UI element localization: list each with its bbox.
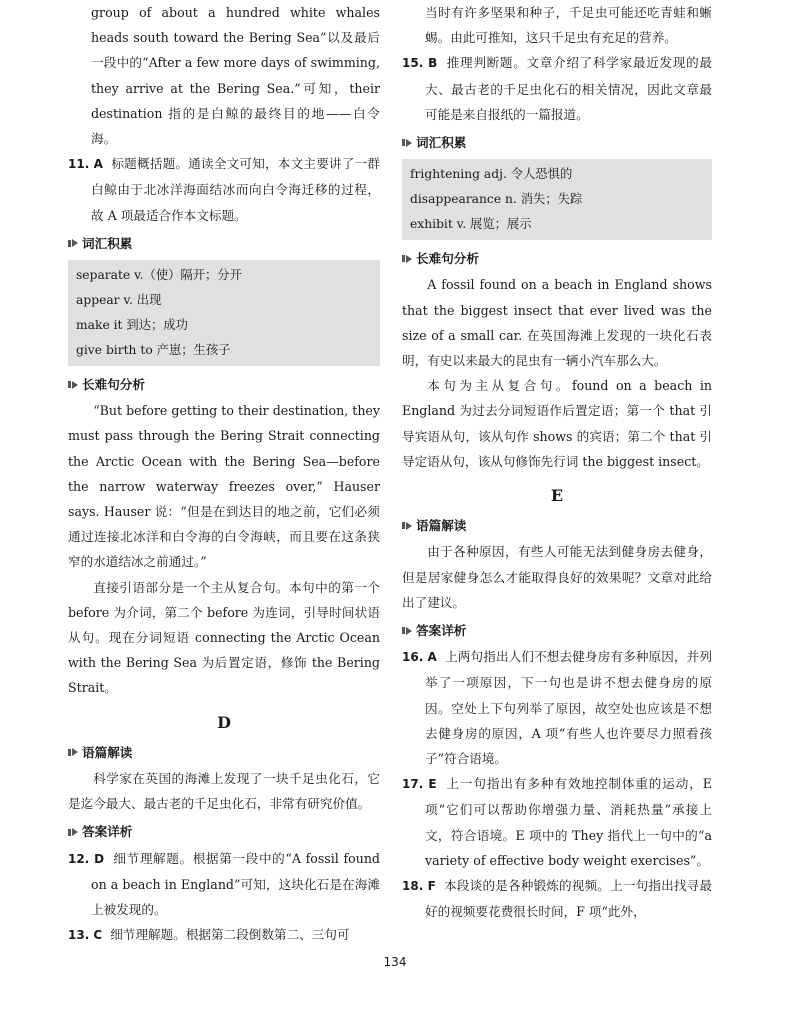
answer-text: 本段谈的是各种锻炼的视频。上一句指出找寻最好的视频要花费很长时间，F 项“此外， [425, 878, 712, 920]
reading-heading [68, 740, 380, 765]
answer-number: 15. B [402, 56, 438, 71]
heading-label: 语篇解读 [416, 518, 467, 534]
answer-item-15 [402, 50, 712, 127]
answer-item-17 [402, 771, 712, 873]
answer-item-11 [68, 151, 380, 228]
analysis-paragraph: 直接引语部分是一个主从复合句。本句中的第一个 before 为介词，第二个 before 为连词，引导时间状语从句。现在分词短语 connecting the Arctic Ocean with the Bering Sea 为后置定语，修饰 the Bering Strait。 [68, 579, 380, 696]
paragraph: group of about a hundred white whales heads south toward the Bering Sea”以及最后一段中的“After a few more days of swimming, they arrive at the Bering Sea.”可知，their destination 指的是白鲸的最终目的地——白令海。 [91, 5, 380, 147]
triangle-icon [72, 748, 78, 756]
vocab-heading [68, 231, 380, 256]
page-number: 134 [383, 955, 407, 969]
heading-label: 长难句分析 [416, 251, 479, 267]
heading-bar-icon [68, 240, 71, 247]
vocab-item: frightening adj. 令人恐惧的 [410, 167, 573, 182]
heading-label: 长难句分析 [82, 377, 145, 393]
answer-item-12 [68, 846, 380, 923]
triangle-icon [406, 255, 412, 263]
vocab-item: appear v. 出现 [76, 293, 162, 308]
heading-bar-icon [68, 749, 71, 756]
answer-text: 推理判断题。文章介绍了科学家最近发现的最大、最古老的千足虫化石的相关情况，因此文章最可能是来自报纸的一篇报道。 [425, 55, 712, 122]
triangle-icon [406, 139, 412, 147]
paragraph: 当时有许多坚果和种子，千足虫可能还吃青蛙和蜥蜴。由此可推知，这只千足虫有充足的营养。 [425, 5, 712, 46]
triangle-icon [72, 381, 78, 389]
left-column [68, 0, 380, 949]
answer-number: 16. A [402, 650, 437, 665]
answers-heading [402, 618, 712, 643]
heading-bar-icon [402, 627, 405, 634]
vocab-item: give birth to 产崽；生孩子 [76, 343, 231, 358]
quote-paragraph: A fossil found on a beach in England shows that the biggest insect that ever lived was the size of a small car. 在英国海滩上发现的一块化石表明，有史以来最大的昆虫有一辆小汽车那么大。 [402, 277, 712, 369]
vocab-item: disappearance n. 消失；失踪 [410, 192, 583, 207]
triangle-icon [72, 828, 78, 836]
answer-text: 细节理解题。根据第二段倒数第二、三句可 [110, 927, 350, 943]
sentence-analysis-heading [402, 246, 712, 271]
answer-item-16 [402, 644, 712, 771]
answer-item-18 [402, 873, 712, 924]
answer-number: 13. C [68, 928, 103, 943]
answer-text: 上两句指出人们不想去健身房有多种原因，并列举了一项原因，下一句也是讲不想去健身房的原因。空处上下句列举了原因，故空处也应该是不想去健身房的原因，A 项“有些人也许要尽力照看孩子”符合语境。 [425, 649, 712, 767]
heading-label: 语篇解读 [82, 744, 133, 760]
answer-number: 17. E [402, 777, 437, 792]
analysis-paragraph: 本句为主从复合句。found on a beach in England 为过去分词短语作后置定语；第一个 that 引导宾语从句，该从句作 shows 的宾语；第二个 that 引导定语从句，该从句修饰先行词 the biggest insect。 [402, 378, 712, 469]
heading-label: 词汇积累 [416, 135, 467, 151]
triangle-icon [72, 239, 78, 247]
vocab-item: make it 到达；成功 [76, 318, 188, 333]
answer-text: 细节理解题。根据第一段中的“A fossil found on a beach in England”可知，这块化石是在海滩上被发现的。 [91, 850, 380, 918]
heading-bar-icon [402, 255, 405, 262]
vocab-box [402, 159, 712, 240]
sentence-analysis-heading [68, 372, 380, 397]
heading-bar-icon [68, 381, 71, 388]
triangle-icon [406, 627, 412, 635]
answer-number: 11. A [68, 157, 103, 172]
right-column [402, 0, 712, 925]
quote-paragraph: “But before getting to their destination, they must pass through the Bering Strait connecting the Arctic Ocean with the Bering Sea—before the narrow waterway freezes over,” Hauser says. Hauser 说：“但是在到达目的地之前，它们必须通过连接北冰洋和白令海的白令海峡，而且要在这条狭窄的水道结冰之前通过。” [68, 403, 380, 570]
section-title: E [550, 486, 564, 506]
vocab-item: separate v.（使）隔开；分开 [76, 268, 242, 283]
answer-number: 18. F [402, 879, 436, 894]
heading-label: 答案详析 [416, 623, 467, 639]
heading-bar-icon [402, 522, 405, 529]
reading-paragraph: 由于各种原因，有些人可能无法到健身房去健身，但是居家健身怎么才能取得良好的效果呢？文章对此给出了建议。 [402, 544, 712, 610]
reading-paragraph: 科学家在英国的海滩上发现了一块千足虫化石，它是迄今最大、最古老的千足虫化石，非常有研究价值。 [68, 771, 380, 812]
answer-item-13 [68, 922, 380, 948]
heading-label: 答案详析 [82, 824, 133, 840]
answer-number: 12. D [68, 851, 105, 866]
answer-text: 标题概括题。通读全文可知，本文主要讲了一群白鲸由于北冰洋海面结冰而向白令海迁移的过程，故 A 项最适合作本文标题。 [91, 156, 381, 223]
vocab-heading [402, 130, 712, 155]
heading-bar-icon [68, 829, 71, 836]
answers-heading [68, 819, 380, 844]
vocab-item: exhibit v. 展览；展示 [410, 217, 532, 232]
reading-heading [402, 513, 712, 538]
triangle-icon [406, 522, 412, 530]
section-title: D [217, 712, 231, 732]
heading-bar-icon [402, 139, 405, 146]
vocab-box [68, 260, 380, 366]
heading-label: 词汇积累 [82, 235, 133, 251]
answer-text: 上一句指出有多种有效地控制体重的运动，E 项“它们可以帮助你增强力量、消耗热量”承接上文，符合语境。E 项中的 They 指代上一句中的“a variety of effective body weight exercises”。 [425, 776, 712, 868]
